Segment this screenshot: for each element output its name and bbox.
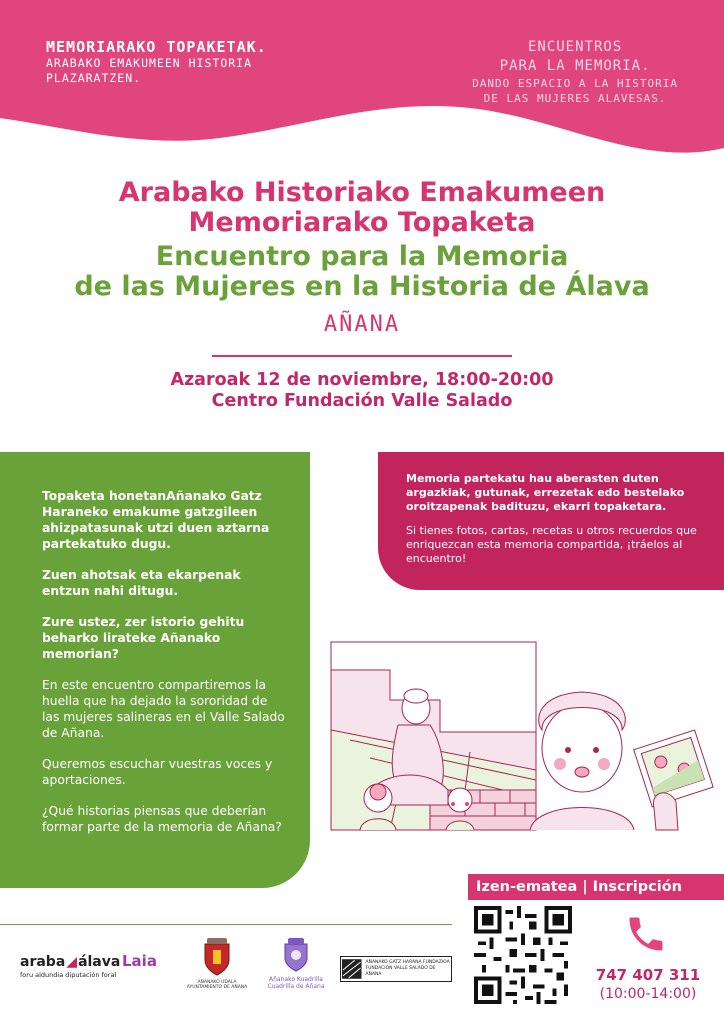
phone-hours: (10:00-14:00) — [599, 986, 697, 1002]
description-eu-p1: Topaketa honetanAñanako Gatz Haraneko emakume gatzgileen ahizpatasunak utzi duen aztarna partekatuko dugu. — [42, 489, 270, 551]
fundacion-line2: FUNDACIÓN VALLE SALADO DE AÑANA — [365, 966, 436, 977]
anana-shield-icon — [201, 938, 233, 976]
araba-logo-text-b: álava — [78, 954, 121, 970]
description-es-p2: Queremos escuchar vuestras voces y aportaciones. — [42, 757, 273, 787]
header-left-line3: PLAZARATZEN. — [46, 71, 142, 85]
header-banner — [0, 0, 724, 170]
qr-code-icon[interactable] — [474, 906, 572, 1004]
araba-logo-sub: foru aldundia diputación foral — [20, 971, 117, 979]
cuadrilla-anana-logo — [262, 938, 330, 990]
title-divider — [212, 355, 512, 357]
header-right-line4: DE LAS MUJERES ALAVESAS. — [483, 92, 667, 105]
title-es-line2: de las Mujeres en la Historia de Álava — [74, 271, 650, 302]
description-es-p1: En este encuentro compartiremos la huella que ha dejado la sororidad de las mujeres salineras en el Valle Salado de Añana. — [42, 678, 285, 740]
header-right-line3: DANDO ESPACIO A LA HISTORIA — [472, 77, 678, 90]
fundacion-valle-salado-logo — [340, 956, 452, 982]
bring-memories-es: Si tienes fotos, cartas, recetas u otros recuerdos que enriquezcan esta memoria compartida, ¡tráelos al encuentro! — [406, 524, 697, 565]
event-details — [0, 370, 724, 412]
cuadrilla-shield-icon — [282, 938, 310, 972]
title-eu-line1: Arabako Historiako Emakumeen — [118, 177, 606, 208]
anana-ayuntamiento-sub: AÑANAKO UDALA AYUNTAMIENTO DE AÑANA — [186, 980, 248, 990]
description-eu-p2: Zuen ahotsak eta ekarpenak entzun nahi ditugu. — [42, 568, 241, 598]
event-venue: Centro Fundación Valle Salado — [211, 391, 513, 411]
araba-diputacion-logo: araba◢álava foru aldundia diputación foral — [20, 954, 121, 979]
header-left-line2: ARABAKO EMAKUMEEN HISTORIA — [46, 56, 253, 70]
salt-pans-icon — [341, 958, 363, 980]
header-right-line1: ENCUENTROS — [527, 39, 623, 55]
laia-logo-text: Laia — [122, 952, 157, 970]
araba-logo-text-a: araba — [20, 954, 66, 970]
event-date: Azaroak 12 de noviembre, 18:00-20:00 — [170, 370, 554, 390]
illustration-women-memories — [330, 640, 724, 835]
description-eu-p3: Zure ustez, zer istorio gehitu beharko lirateke Añanako memorian? — [42, 615, 245, 661]
registration-label: Izen-ematea | Inscripción — [468, 874, 724, 900]
fundacion-line1: AÑANAKO GATZ HARANA FUNDAZIOA — [365, 960, 450, 965]
laia-logo — [122, 952, 157, 970]
title-place: AÑANA — [323, 312, 401, 337]
bring-memories-eu: Memoria partekatu hau aberasten duten argazkiak, gutunak, errezetak edo bestelako oroitzapenak badituzu, ekarri topaketara. — [406, 472, 685, 513]
title-block — [0, 178, 724, 337]
phone-number[interactable]: 747 407 311 — [595, 966, 701, 984]
title-es-line1: Encuentro para la Memoria — [155, 241, 569, 272]
bring-memories-box — [378, 452, 724, 590]
header-left-text — [46, 38, 267, 86]
anana-ayuntamiento-logo — [186, 938, 248, 990]
header-left-line1: MEMORIARAKO TOPAKETAK. — [46, 38, 267, 56]
footer-divider — [0, 924, 452, 925]
header-right-line2: PARA LA MEMORIA. — [499, 58, 651, 74]
cuadrilla-sub-2: Cuadrilla de Añana — [267, 983, 325, 990]
description-box — [0, 452, 310, 888]
title-eu-line2: Memoriarako Topaketa — [188, 207, 536, 238]
phone-icon — [624, 912, 668, 956]
description-es-p3: ¿Qué historias piensas que deberían formar parte de la memoria de Añana? — [42, 804, 282, 834]
cuadrilla-sub-1: Añanako Kuadrilla — [269, 976, 323, 983]
header-right-text — [472, 38, 678, 106]
